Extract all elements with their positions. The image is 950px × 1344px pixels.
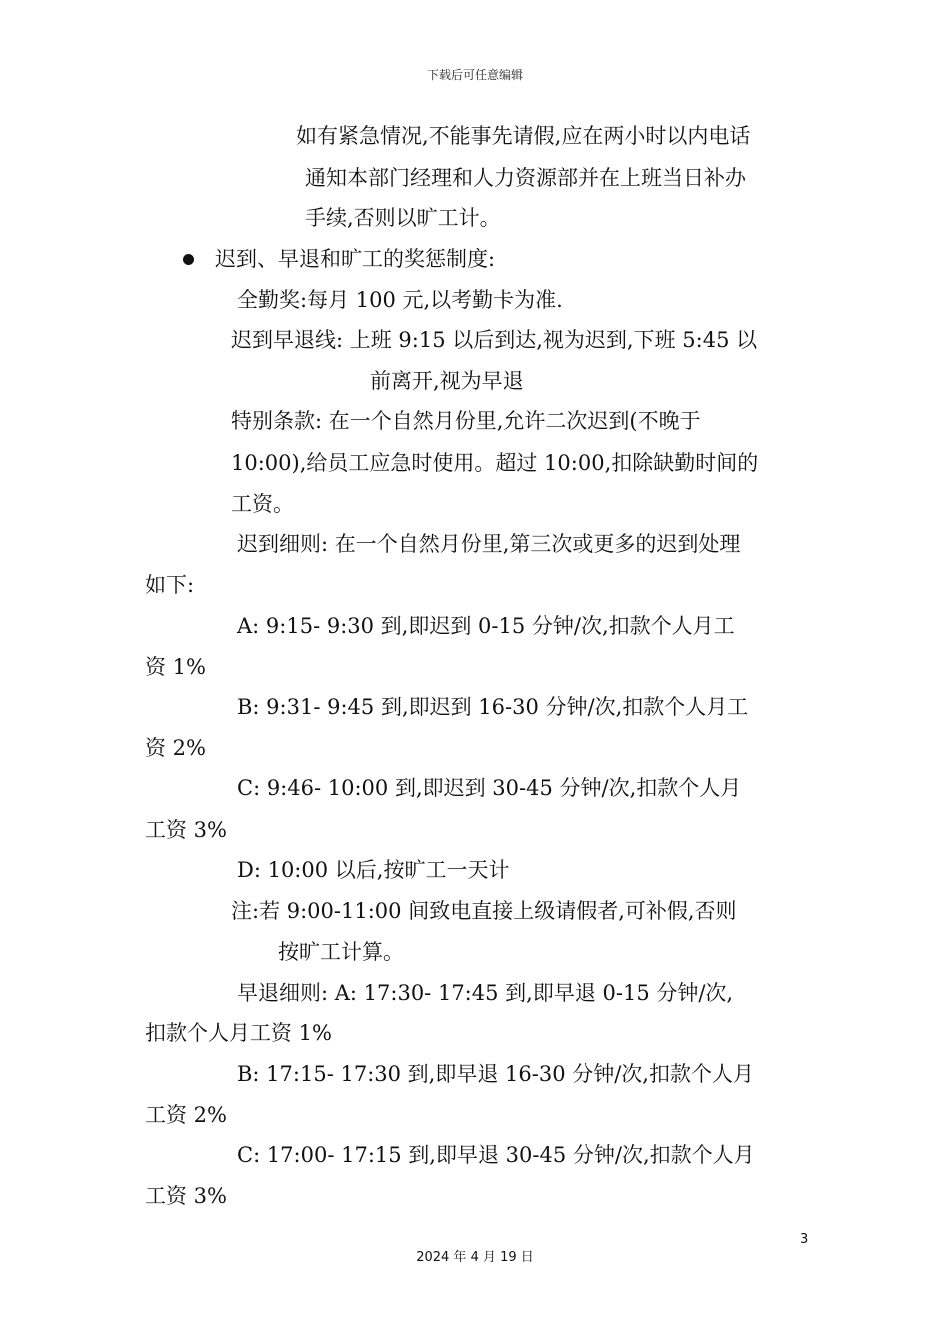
paragraph-line: 通知本部门经理和人力资源部并在上班当日补办 [305, 166, 746, 190]
paragraph-line: C: 9:46- 10:00 到,即迟到 30-45 分钟/次,扣款个人月 [237, 776, 742, 800]
paragraph-line: B: 9:31- 9:45 到,即迟到 16-30 分钟/次,扣款个人月工 [237, 695, 749, 719]
page-header: 下载后可任意编辑 [426, 68, 523, 82]
paragraph-line: 工资 3% [145, 1184, 227, 1208]
paragraph-line: 如有紧急情况,不能事先请假,应在两小时以内电话 [296, 124, 751, 148]
bullet-icon [183, 254, 194, 265]
footer-date: 2024 年 4 月 19 日 [416, 1250, 534, 1265]
paragraph-line: 手续,否则以旷工计。 [305, 206, 501, 230]
paragraph-line: 工资。 [231, 492, 294, 516]
section-heading: 迟到、早退和旷工的奖惩制度: [215, 247, 496, 271]
paragraph-line: 资 2% [145, 736, 206, 760]
paragraph-line: 10:00),给员工应急时使用。超过 10:00,扣除缺勤时间的 [231, 451, 759, 475]
paragraph-line: 全勤奖:每月 100 元,以考勤卡为准. [237, 288, 563, 312]
paragraph-line: B: 17:15- 17:30 到,即早退 16-30 分钟/次,扣款个人月 [237, 1062, 754, 1086]
paragraph-line: 按旷工计算。 [278, 940, 404, 964]
paragraph-line: 注:若 9:00-11:00 间致电直接上级请假者,可补假,否则 [231, 899, 737, 923]
paragraph-line: A: 9:15- 9:30 到,即迟到 0-15 分钟/次,扣款个人月工 [237, 614, 735, 638]
paragraph-line: 工资 2% [145, 1103, 227, 1127]
paragraph-line: 前离开,视为早退 [370, 369, 524, 393]
paragraph-line: 特别条款: 在一个自然月份里,允许二次迟到(不晚于 [231, 409, 701, 433]
paragraph-line: 迟到早退线: 上班 9:15 以后到达,视为迟到,下班 5:45 以 [231, 328, 758, 352]
paragraph-line: 扣款个人月工资 1% [145, 1021, 332, 1045]
paragraph-line: 迟到细则: 在一个自然月份里,第三次或更多的迟到处理 [237, 532, 741, 556]
paragraph-line: C: 17:00- 17:15 到,即早退 30-45 分钟/次,扣款个人月 [237, 1143, 755, 1167]
paragraph-line: D: 10:00 以后,按旷工一天计 [237, 858, 510, 882]
paragraph-line: 早退细则: A: 17:30- 17:45 到,即早退 0-15 分钟/次, [237, 981, 734, 1005]
paragraph-line: 如下: [145, 573, 195, 597]
paragraph-line: 工资 3% [145, 818, 227, 842]
page-number: 3 [800, 1232, 809, 1247]
paragraph-line: 资 1% [145, 655, 206, 679]
